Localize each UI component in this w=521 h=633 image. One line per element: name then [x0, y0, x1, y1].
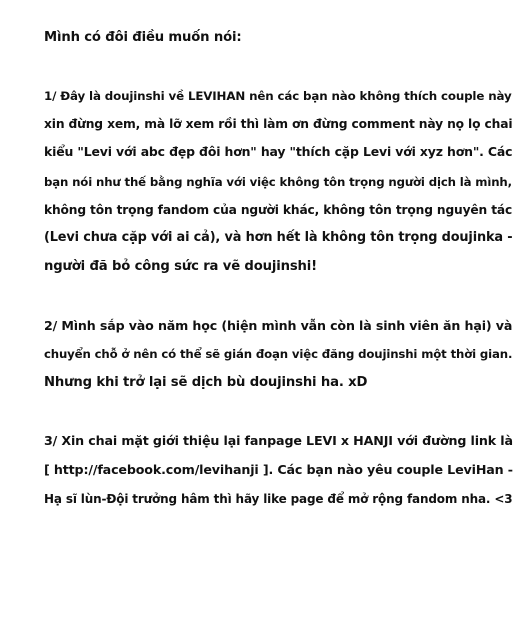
paragraph-3-line-3: Hạ sĩ lùn-Đội trưởng hâm thì hãy like page để mở rộng fandom nha. <3 [44, 492, 513, 506]
paragraph-1-line-1: 1/ Đây là doujinshi về LEVIHAN nên các bạn nào không thích couple này [44, 89, 512, 103]
paragraph-1-line-2: xin đừng xem, mà lỡ xem rồi thì làm ơn đừng comment này nọ lọ chai [44, 117, 513, 131]
paragraph-2-line-2: chuyển chỗ ở nên có thể sẽ gián đoạn việc đăng doujinshi một thời gian. [44, 347, 513, 361]
page-heading: Mình có đôi điều muốn nói: [44, 30, 242, 45]
paragraph-2-line-3: Nhưng khi trở lại sẽ dịch bù doujinshi ha. xD [44, 375, 368, 390]
paragraph-1-line-3: kiểu "Levi với abc đẹp đôi hơn" hay "thích cặp Levi với xyz hơn". Các [44, 144, 513, 159]
paragraph-1-line-4: bạn nói như thế bằng nghĩa với việc không tôn trọng người dịch là mình, [44, 175, 512, 189]
paragraph-1-line-5: không tôn trọng fandom của người khác, không tôn trọng nguyên tác [44, 203, 513, 217]
paragraph-2-line-1: 2/ Mình sắp vào năm học (hiện mình vẫn còn là sinh viên ăn hại) và [44, 318, 513, 333]
paragraph-1-line-7: người đã bỏ công sức ra vẽ doujinshi! [44, 259, 318, 274]
paragraph-3-line-2: [ http://facebook.com/levihanji ]. Các bạn nào yêu couple LeviHan - [44, 462, 513, 477]
paragraph-1-line-6: (Levi chưa cặp với ai cả), và hơn hết là không tôn trọng doujinka - [44, 230, 513, 245]
paragraph-3-line-1: 3/ Xin chai mặt giới thiệu lại fanpage LEVI x HANJI với đường link là [44, 433, 513, 448]
